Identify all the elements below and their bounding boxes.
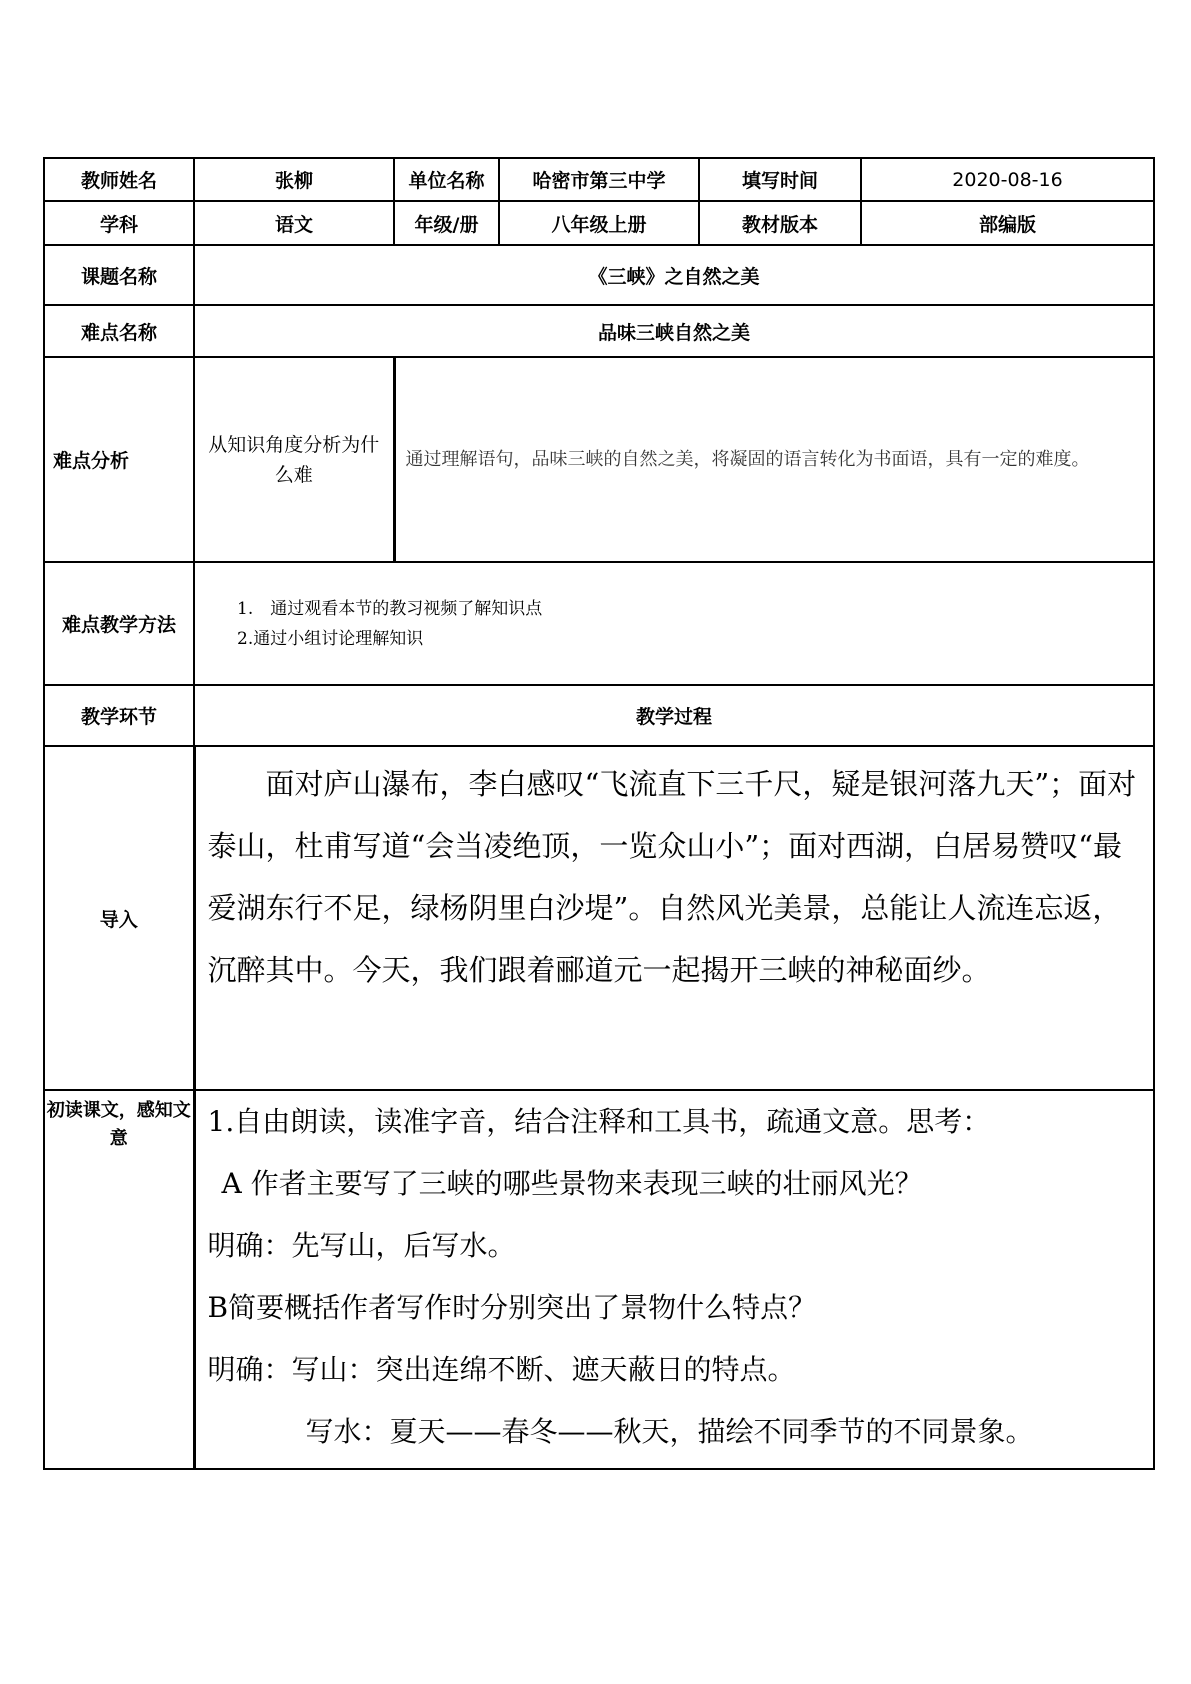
intro-label: 导入 <box>44 746 194 1090</box>
difficulty-label: 难点名称 <box>44 305 194 357</box>
edition-label: 教材版本 <box>699 201 861 245</box>
teacher-name-value: 张柳 <box>194 158 394 201</box>
reading-line: 明确：写山：突出连绵不断、遮天蔽日的特点。 <box>207 1353 796 1386</box>
method-row <box>44 562 1154 685</box>
reading-line: B简要概括作者写作时分别突出了景物什么特点？ <box>207 1291 817 1324</box>
reading-label: 初读课文，感知文意 <box>44 1090 194 1469</box>
lesson-plan-sheet <box>43 157 1153 1470</box>
subject-label: 学科 <box>44 201 194 245</box>
reading-line: A 作者主要写了三峡的哪些景物来表现三峡的壮丽风光？ <box>221 1167 923 1200</box>
header-row-1 <box>44 158 1154 201</box>
unit-name-value: 哈密市第三中学 <box>499 158 699 201</box>
grade-value: 八年级上册 <box>499 201 699 245</box>
topic-value: 《三峡》之自然之美 <box>194 245 1154 305</box>
analysis-sub-label: 从知识角度分析为什么难 <box>194 357 394 562</box>
difficulty-value: 品味三峡自然之美 <box>194 305 1154 357</box>
process-step-label: 教学环节 <box>44 685 194 746</box>
intro-cell <box>194 746 1154 1090</box>
reading-line: 1.自由朗读，读准字音，结合注释和工具书，疏通文意。思考： <box>207 1105 991 1138</box>
method-label: 难点教学方法 <box>44 562 194 685</box>
intro-text: 面对庐山瀑布，李白感叹“飞流直下三千尺，疑是银河落九天”；面对泰山，杜甫写道“会当凌绝顶，一览众山小”；面对西湖，白居易赞叹“最爱湖东行不足，绿杨阴里白沙堤”。自然风光美景，总能让人流连忘返，沉醉其中。今天，我们跟着郦道元一起揭开三峡的神秘面纱。 <box>207 767 1137 987</box>
analysis-label: 难点分析 <box>44 357 194 562</box>
fill-date-label: 填写时间 <box>699 158 861 201</box>
difficulty-row <box>44 305 1154 357</box>
fill-date-value: 2020-08-16 <box>861 158 1154 201</box>
analysis-text: 通过理解语句，品味三峡的自然之美，将凝固的语言转化为书面语，具有一定的难度。 <box>394 357 1154 562</box>
subject-value: 语文 <box>194 201 394 245</box>
method-list <box>194 562 1154 685</box>
lesson-plan-table <box>43 157 1155 1470</box>
analysis-row <box>44 357 1154 562</box>
reading-row <box>44 1090 1154 1469</box>
topic-label: 课题名称 <box>44 245 194 305</box>
method-item: 2.通过小组讨论理解知识 <box>237 628 424 649</box>
reading-line: 写水：夏天——春冬——秋天，描绘不同季节的不同景象。 <box>305 1415 1034 1448</box>
intro-row <box>44 746 1154 1090</box>
teacher-name-label: 教师姓名 <box>44 158 194 201</box>
grade-label: 年级/册 <box>394 201 499 245</box>
method-item: 1. 通过观看本节的教习视频了解知识点 <box>237 598 543 619</box>
process-label: 教学过程 <box>194 685 1154 746</box>
edition-value: 部编版 <box>861 201 1154 245</box>
header-row-2 <box>44 201 1154 245</box>
topic-row <box>44 245 1154 305</box>
reading-line: 明确：先写山，后写水。 <box>207 1229 516 1262</box>
process-header-row <box>44 685 1154 746</box>
reading-content <box>194 1090 1154 1469</box>
unit-name-label: 单位名称 <box>394 158 499 201</box>
